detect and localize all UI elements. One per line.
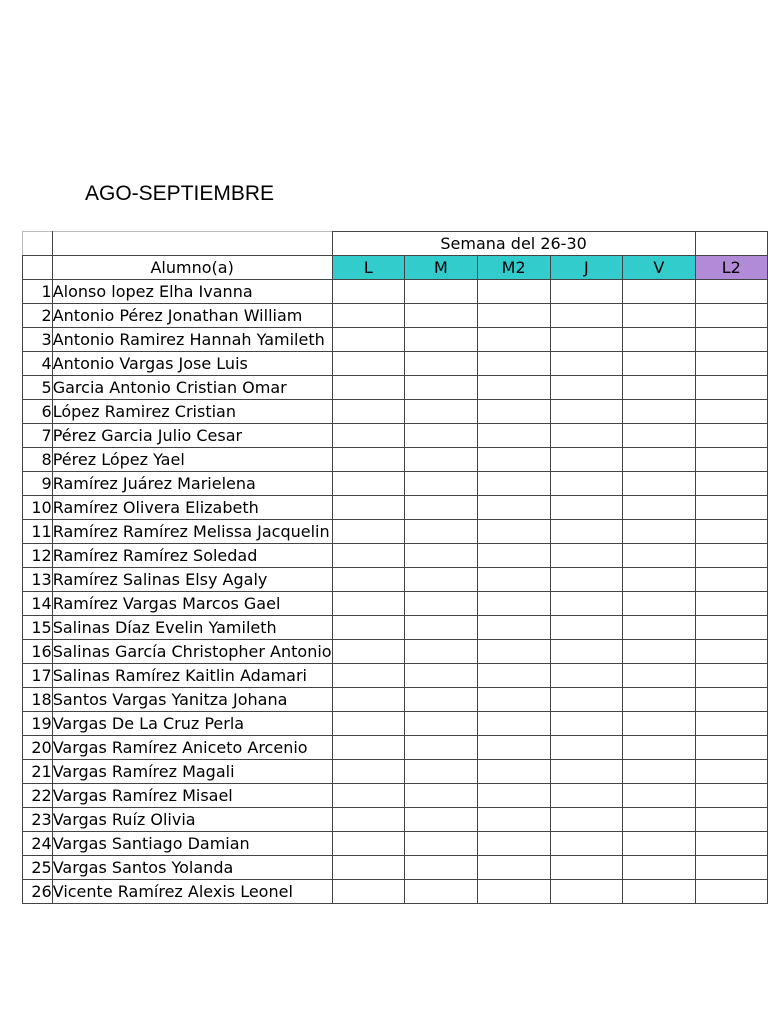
table-row xyxy=(23,520,768,544)
attendance-cell[interactable] xyxy=(332,448,405,472)
table-row xyxy=(23,808,768,832)
student-name: Ramírez Juárez Marielena xyxy=(52,472,332,496)
attendance-cell[interactable] xyxy=(623,352,696,376)
attendance-cell[interactable] xyxy=(695,424,767,448)
attendance-cell[interactable] xyxy=(550,832,622,856)
attendance-cell[interactable] xyxy=(623,328,696,352)
attendance-cell[interactable] xyxy=(332,544,405,568)
attendance-cell[interactable] xyxy=(550,400,622,424)
attendance-cell[interactable] xyxy=(550,328,622,352)
student-name: Vargas Ruíz Olivia xyxy=(52,808,332,832)
week-header-row xyxy=(23,232,768,256)
attendance-cell[interactable] xyxy=(332,304,405,328)
attendance-cell[interactable] xyxy=(550,736,622,760)
attendance-cell[interactable] xyxy=(623,616,696,640)
row-number: 14 xyxy=(23,592,53,616)
table-row xyxy=(23,328,768,352)
table-row xyxy=(23,880,768,904)
student-name: Antonio Vargas Jose Luis xyxy=(52,352,332,376)
attendance-cell[interactable] xyxy=(477,712,550,736)
student-name: Vargas Santiago Damian xyxy=(52,832,332,856)
attendance-cell[interactable] xyxy=(405,352,478,376)
table-row xyxy=(23,688,768,712)
attendance-cell[interactable] xyxy=(477,688,550,712)
attendance-cell[interactable] xyxy=(405,472,478,496)
attendance-cell[interactable] xyxy=(332,328,405,352)
attendance-cell[interactable] xyxy=(332,664,405,688)
attendance-cell[interactable] xyxy=(405,448,478,472)
student-name: Antonio Pérez Jonathan William xyxy=(52,304,332,328)
student-name: Ramírez Vargas Marcos Gael xyxy=(52,592,332,616)
attendance-cell[interactable] xyxy=(623,400,696,424)
day-header-l2: L2 xyxy=(695,256,767,280)
attendance-cell[interactable] xyxy=(405,544,478,568)
week-label: Semana del 26-30 xyxy=(332,232,695,256)
attendance-cell[interactable] xyxy=(405,328,478,352)
attendance-cell[interactable] xyxy=(695,880,767,904)
row-number: 11 xyxy=(23,520,53,544)
attendance-cell[interactable] xyxy=(405,496,478,520)
attendance-cell[interactable] xyxy=(477,520,550,544)
student-name: Vicente Ramírez Alexis Leonel xyxy=(52,880,332,904)
attendance-cell[interactable] xyxy=(332,400,405,424)
day-header-row xyxy=(23,256,768,280)
table-row xyxy=(23,760,768,784)
attendance-cell[interactable] xyxy=(405,376,478,400)
table-row xyxy=(23,784,768,808)
attendance-cell[interactable] xyxy=(550,496,622,520)
attendance-cell[interactable] xyxy=(623,760,696,784)
attendance-cell[interactable] xyxy=(623,448,696,472)
table-row xyxy=(23,496,768,520)
table-row xyxy=(23,400,768,424)
table-row xyxy=(23,472,768,496)
attendance-cell[interactable] xyxy=(695,832,767,856)
attendance-cell[interactable] xyxy=(332,784,405,808)
student-name: Vargas De La Cruz Perla xyxy=(52,712,332,736)
attendance-cell[interactable] xyxy=(695,736,767,760)
attendance-cell[interactable] xyxy=(477,448,550,472)
attendance-cell[interactable] xyxy=(695,712,767,736)
attendance-cell[interactable] xyxy=(405,688,478,712)
attendance-cell[interactable] xyxy=(405,784,478,808)
attendance-cell[interactable] xyxy=(405,640,478,664)
table-row xyxy=(23,376,768,400)
attendance-cell[interactable] xyxy=(477,880,550,904)
row-number: 6 xyxy=(23,400,53,424)
attendance-cell[interactable] xyxy=(550,472,622,496)
attendance-cell[interactable] xyxy=(623,832,696,856)
attendance-cell[interactable] xyxy=(695,544,767,568)
attendance-cell[interactable] xyxy=(695,448,767,472)
attendance-cell[interactable] xyxy=(477,640,550,664)
attendance-cell[interactable] xyxy=(623,856,696,880)
attendance-cell[interactable] xyxy=(623,376,696,400)
attendance-cell[interactable] xyxy=(477,352,550,376)
attendance-cell[interactable] xyxy=(695,280,767,304)
attendance-cell[interactable] xyxy=(623,664,696,688)
attendance-cell[interactable] xyxy=(550,880,622,904)
attendance-cell[interactable] xyxy=(477,856,550,880)
attendance-cell[interactable] xyxy=(623,808,696,832)
attendance-cell[interactable] xyxy=(332,424,405,448)
student-name: Salinas García Christopher Antonio xyxy=(52,640,332,664)
table-row xyxy=(23,280,768,304)
attendance-cell[interactable] xyxy=(477,568,550,592)
attendance-table xyxy=(22,231,768,904)
student-name: Antonio Ramirez Hannah Yamileth xyxy=(52,328,332,352)
week-next-cell xyxy=(695,232,767,256)
attendance-cell[interactable] xyxy=(550,808,622,832)
attendance-cell[interactable] xyxy=(550,784,622,808)
attendance-cell[interactable] xyxy=(550,760,622,784)
attendance-cell[interactable] xyxy=(623,784,696,808)
attendance-cell[interactable] xyxy=(695,520,767,544)
attendance-cell[interactable] xyxy=(550,640,622,664)
attendance-cell[interactable] xyxy=(550,592,622,616)
table-row xyxy=(23,448,768,472)
index-header-cell xyxy=(23,256,53,280)
attendance-cell[interactable] xyxy=(405,736,478,760)
attendance-cell[interactable] xyxy=(405,856,478,880)
attendance-cell[interactable] xyxy=(477,592,550,616)
student-name: Santos Vargas Yanitza Johana xyxy=(52,688,332,712)
day-header-j: J xyxy=(550,256,622,280)
attendance-cell[interactable] xyxy=(405,616,478,640)
attendance-cell[interactable] xyxy=(477,376,550,400)
attendance-cell[interactable] xyxy=(477,400,550,424)
student-name: Ramírez Salinas Elsy Agaly xyxy=(52,568,332,592)
row-number: 22 xyxy=(23,784,53,808)
attendance-cell[interactable] xyxy=(477,784,550,808)
attendance-cell[interactable] xyxy=(332,592,405,616)
attendance-cell[interactable] xyxy=(623,304,696,328)
attendance-cell[interactable] xyxy=(623,544,696,568)
attendance-cell[interactable] xyxy=(332,352,405,376)
attendance-cell[interactable] xyxy=(550,712,622,736)
attendance-cell[interactable] xyxy=(332,520,405,544)
attendance-cell[interactable] xyxy=(405,568,478,592)
day-header-m: M xyxy=(405,256,478,280)
attendance-cell[interactable] xyxy=(550,520,622,544)
student-name: Salinas Ramírez Kaitlin Adamari xyxy=(52,664,332,688)
attendance-cell[interactable] xyxy=(332,280,405,304)
attendance-cell[interactable] xyxy=(477,472,550,496)
attendance-cell[interactable] xyxy=(405,880,478,904)
student-name: Pérez Garcia Julio Cesar xyxy=(52,424,332,448)
attendance-cell[interactable] xyxy=(332,616,405,640)
attendance-cell[interactable] xyxy=(550,448,622,472)
student-name: López Ramirez Cristian xyxy=(52,400,332,424)
attendance-cell[interactable] xyxy=(332,376,405,400)
attendance-cell[interactable] xyxy=(695,808,767,832)
attendance-cell[interactable] xyxy=(623,592,696,616)
attendance-cell[interactable] xyxy=(550,352,622,376)
attendance-cell[interactable] xyxy=(405,664,478,688)
attendance-cell[interactable] xyxy=(477,616,550,640)
student-name: Vargas Ramírez Misael xyxy=(52,784,332,808)
table-row xyxy=(23,568,768,592)
student-name: Vargas Ramírez Aniceto Arcenio xyxy=(52,736,332,760)
attendance-cell[interactable] xyxy=(405,808,478,832)
row-number: 18 xyxy=(23,688,53,712)
attendance-cell[interactable] xyxy=(623,472,696,496)
attendance-cell[interactable] xyxy=(695,328,767,352)
row-number: 24 xyxy=(23,832,53,856)
attendance-cell[interactable] xyxy=(623,880,696,904)
student-name: Salinas Díaz Evelin Yamileth xyxy=(52,616,332,640)
attendance-cell[interactable] xyxy=(623,496,696,520)
attendance-cell[interactable] xyxy=(332,808,405,832)
table-row xyxy=(23,664,768,688)
row-number: 12 xyxy=(23,544,53,568)
page-title: AGO-SEPTIEMBRE xyxy=(85,182,275,205)
attendance-cell[interactable] xyxy=(695,304,767,328)
attendance-cell[interactable] xyxy=(695,856,767,880)
attendance-cell[interactable] xyxy=(550,568,622,592)
table-row xyxy=(23,736,768,760)
attendance-cell[interactable] xyxy=(477,424,550,448)
attendance-cell[interactable] xyxy=(332,472,405,496)
table-row xyxy=(23,856,768,880)
attendance-cell[interactable] xyxy=(550,424,622,448)
table-row xyxy=(23,616,768,640)
day-header-l: L xyxy=(332,256,405,280)
attendance-cell[interactable] xyxy=(477,304,550,328)
row-number: 9 xyxy=(23,472,53,496)
attendance-cell[interactable] xyxy=(695,760,767,784)
attendance-cell[interactable] xyxy=(695,616,767,640)
table-row xyxy=(23,712,768,736)
attendance-cell[interactable] xyxy=(477,832,550,856)
table-row xyxy=(23,832,768,856)
attendance-cell[interactable] xyxy=(405,592,478,616)
attendance-cell[interactable] xyxy=(695,592,767,616)
attendance-cell[interactable] xyxy=(623,568,696,592)
student-column-header: Alumno(a) xyxy=(52,256,332,280)
attendance-cell[interactable] xyxy=(550,544,622,568)
attendance-cell[interactable] xyxy=(695,496,767,520)
attendance-cell[interactable] xyxy=(623,424,696,448)
attendance-cell[interactable] xyxy=(477,496,550,520)
attendance-cell[interactable] xyxy=(695,568,767,592)
attendance-cell[interactable] xyxy=(332,880,405,904)
student-name: Alonso lopez Elha Ivanna xyxy=(52,280,332,304)
attendance-cell[interactable] xyxy=(477,544,550,568)
attendance-cell[interactable] xyxy=(477,808,550,832)
attendance-cell[interactable] xyxy=(405,760,478,784)
attendance-cell[interactable] xyxy=(332,712,405,736)
attendance-cell[interactable] xyxy=(695,640,767,664)
attendance-cell[interactable] xyxy=(550,376,622,400)
row-number: 16 xyxy=(23,640,53,664)
attendance-cell[interactable] xyxy=(405,424,478,448)
attendance-cell[interactable] xyxy=(332,832,405,856)
student-name: Ramírez Ramírez Melissa Jacquelin xyxy=(52,520,332,544)
day-header-m2: M2 xyxy=(477,256,550,280)
attendance-cell[interactable] xyxy=(550,688,622,712)
blank-header-cell xyxy=(52,232,332,256)
attendance-cell[interactable] xyxy=(695,664,767,688)
attendance-cell[interactable] xyxy=(695,352,767,376)
attendance-cell[interactable] xyxy=(477,736,550,760)
row-number: 17 xyxy=(23,664,53,688)
student-name: Pérez López Yael xyxy=(52,448,332,472)
row-number: 4 xyxy=(23,352,53,376)
row-number: 26 xyxy=(23,880,53,904)
attendance-cell[interactable] xyxy=(623,712,696,736)
attendance-cell[interactable] xyxy=(405,304,478,328)
attendance-cell[interactable] xyxy=(477,664,550,688)
day-header-v: V xyxy=(623,256,696,280)
student-name: Garcia Antonio Cristian Omar xyxy=(52,376,332,400)
row-number: 20 xyxy=(23,736,53,760)
row-number: 10 xyxy=(23,496,53,520)
attendance-cell[interactable] xyxy=(695,400,767,424)
attendance-cell[interactable] xyxy=(623,640,696,664)
attendance-cell[interactable] xyxy=(332,856,405,880)
attendance-cell[interactable] xyxy=(332,736,405,760)
table-row xyxy=(23,352,768,376)
attendance-cell[interactable] xyxy=(550,664,622,688)
attendance-cell[interactable] xyxy=(623,520,696,544)
student-name: Ramírez Olivera Elizabeth xyxy=(52,496,332,520)
student-name: Vargas Ramírez Magali xyxy=(52,760,332,784)
attendance-cell[interactable] xyxy=(332,688,405,712)
table-row xyxy=(23,304,768,328)
row-number: 8 xyxy=(23,448,53,472)
student-name: Vargas Santos Yolanda xyxy=(52,856,332,880)
attendance-cell[interactable] xyxy=(477,328,550,352)
row-number: 1 xyxy=(23,280,53,304)
row-number: 23 xyxy=(23,808,53,832)
attendance-cell[interactable] xyxy=(477,280,550,304)
row-number: 25 xyxy=(23,856,53,880)
row-number: 2 xyxy=(23,304,53,328)
table-row xyxy=(23,592,768,616)
attendance-cell[interactable] xyxy=(623,736,696,760)
attendance-cell[interactable] xyxy=(405,400,478,424)
attendance-cell[interactable] xyxy=(550,304,622,328)
attendance-cell[interactable] xyxy=(405,520,478,544)
attendance-cell[interactable] xyxy=(405,712,478,736)
row-number: 21 xyxy=(23,760,53,784)
attendance-cell[interactable] xyxy=(695,472,767,496)
table-row xyxy=(23,640,768,664)
attendance-cell[interactable] xyxy=(405,280,478,304)
attendance-cell[interactable] xyxy=(695,784,767,808)
attendance-cell[interactable] xyxy=(550,616,622,640)
table-row xyxy=(23,424,768,448)
attendance-cell[interactable] xyxy=(332,496,405,520)
attendance-cell[interactable] xyxy=(332,568,405,592)
row-number: 15 xyxy=(23,616,53,640)
corner-cell xyxy=(23,232,53,256)
attendance-cell[interactable] xyxy=(550,856,622,880)
row-number: 5 xyxy=(23,376,53,400)
attendance-cell[interactable] xyxy=(550,280,622,304)
attendance-cell[interactable] xyxy=(695,376,767,400)
row-number: 3 xyxy=(23,328,53,352)
table-row xyxy=(23,544,768,568)
row-number: 13 xyxy=(23,568,53,592)
attendance-cell[interactable] xyxy=(623,280,696,304)
attendance-cell[interactable] xyxy=(405,832,478,856)
row-number: 19 xyxy=(23,712,53,736)
student-name: Ramírez Ramírez Soledad xyxy=(52,544,332,568)
attendance-cell[interactable] xyxy=(477,760,550,784)
attendance-cell[interactable] xyxy=(332,640,405,664)
attendance-cell[interactable] xyxy=(695,688,767,712)
row-number: 7 xyxy=(23,424,53,448)
attendance-cell[interactable] xyxy=(332,760,405,784)
attendance-cell[interactable] xyxy=(623,688,696,712)
